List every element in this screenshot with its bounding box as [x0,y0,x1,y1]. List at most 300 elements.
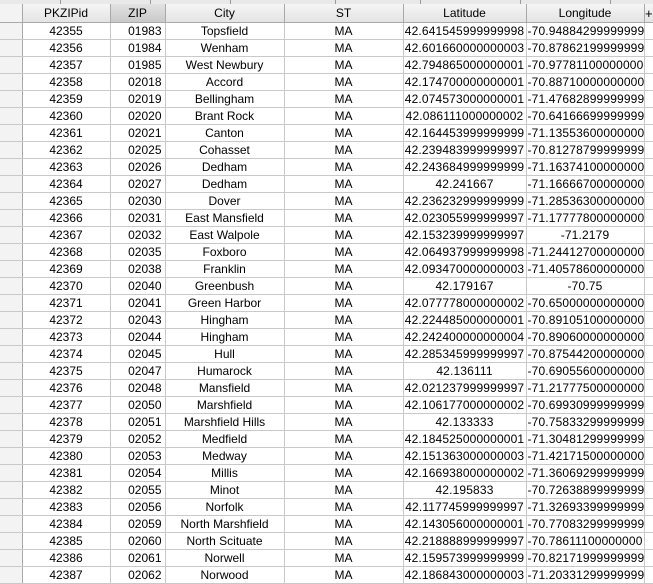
table-row[interactable] [0,465,653,482]
row-gutter[interactable] [0,380,22,397]
cell-pkzipid[interactable]: 42372 [22,312,110,329]
row-filler [644,159,653,176]
cell-city[interactable]: Foxboro [165,244,284,261]
cell-zip[interactable]: 02043 [110,312,165,329]
cell-latitude[interactable]: 42.236232999999999 [404,194,525,208]
column-header-latitude[interactable]: Latitude [403,4,526,23]
row-filler [644,125,653,142]
cell-pkzipid[interactable]: 42381 [22,465,110,482]
cell-zip[interactable]: 02031 [110,210,165,227]
row-filler [644,499,653,516]
cell-city[interactable]: West Newbury [165,57,284,74]
cell-longitude[interactable]: -71.30481299999999 [527,432,645,446]
row-gutter[interactable] [0,40,22,57]
cell-zip[interactable]: 02053 [110,448,165,465]
cell-zip[interactable]: 02038 [110,261,165,278]
row-gutter[interactable] [0,312,22,329]
cell-longitude[interactable]: -70.77083299999999 [527,517,645,531]
row-filler [644,193,653,210]
cell-zip[interactable]: 02018 [110,74,165,91]
cell-state[interactable]: MA [284,380,403,397]
cell-pkzipid[interactable]: 42356 [22,40,110,57]
cell-state[interactable]: MA [284,210,403,227]
cell-latitude[interactable]: 42.064937999999998 [404,245,525,259]
cell-latitude[interactable]: 42.133333 [403,414,526,431]
cell-longitude[interactable]: -70.88710000000000 [527,75,645,89]
cell-pkzipid[interactable]: 42365 [22,193,110,210]
cell-longitude[interactable]: -70.72638899999999 [527,483,645,497]
row-gutter[interactable] [0,278,22,295]
cell-pkzipid[interactable]: 42379 [22,431,110,448]
table-row[interactable] [0,40,653,57]
row-gutter[interactable] [0,23,22,40]
cell-state[interactable]: MA [284,431,403,448]
column-header-city[interactable]: City [165,4,284,23]
row-gutter[interactable] [0,176,22,193]
table-row[interactable] [0,533,653,550]
cell-latitude[interactable]: 42.023055999999997 [404,211,525,225]
cell-city[interactable]: Millis [165,465,284,482]
cell-city[interactable]: Minot [165,482,284,499]
cell-state[interactable]: MA [284,329,403,346]
cell-zip[interactable]: 02044 [110,329,165,346]
cell-latitude[interactable]: 42.159573999999999 [404,551,525,565]
row-gutter[interactable] [0,397,22,414]
cell-latitude[interactable]: 42.077778000000002 [404,296,525,310]
cell-latitude[interactable]: 42.021237999999997 [404,381,525,395]
cell-zip[interactable]: 02021 [110,125,165,142]
cell-longitude[interactable]: -70.69930999999999 [527,398,645,412]
cell-longitude[interactable]: -71.16374100000000 [527,160,645,174]
cell-latitude[interactable]: 42.285345999999997 [404,347,525,361]
cell-city[interactable]: Franklin [165,261,284,278]
cell-pkzipid[interactable]: 42357 [22,57,110,74]
cell-latitude[interactable]: 42.239483999999997 [404,143,525,157]
cell-zip[interactable]: 02019 [110,91,165,108]
cell-city[interactable]: Cohasset [165,142,284,159]
table-row[interactable] [0,329,653,346]
cell-zip[interactable]: 02052 [110,431,165,448]
cell-state[interactable]: MA [284,193,403,210]
cell-pkzipid[interactable]: 42355 [22,23,110,40]
row-filler [644,567,653,584]
cell-city[interactable]: Medway [165,448,284,465]
cell-state[interactable]: MA [284,278,403,295]
cell-state[interactable]: MA [284,23,403,40]
cell-zip[interactable]: 02020 [110,108,165,125]
row-filler [644,397,653,414]
cell-latitude[interactable]: 42.641545999999998 [404,24,525,38]
table-row[interactable] [0,108,653,125]
cell-zip[interactable]: 02025 [110,142,165,159]
cell-city[interactable]: Humarock [165,363,284,380]
cell-state[interactable]: MA [284,74,403,91]
cell-zip[interactable]: 02060 [110,533,165,550]
cell-city[interactable]: Brant Rock [165,108,284,125]
cell-state[interactable]: MA [284,397,403,414]
cell-longitude[interactable]: -70.65000000000000 [527,296,645,310]
cell-zip[interactable]: 02062 [110,567,165,584]
table-row[interactable] [0,380,653,397]
table-row[interactable] [0,499,653,516]
cell-zip[interactable]: 02027 [110,176,165,193]
cell-latitude[interactable]: 42.136111 [403,363,526,380]
cell-pkzipid[interactable]: 42375 [22,363,110,380]
cell-city[interactable]: Dedham [165,176,284,193]
cell-longitude[interactable]: -71.17777800000000 [527,211,645,225]
add-column-button[interactable]: + [644,5,653,21]
cell-zip[interactable]: 02056 [110,499,165,516]
cell-latitude[interactable]: 42.117745999999997 [403,499,526,516]
cell-city[interactable]: Wenham [165,40,284,57]
row-gutter[interactable] [0,91,22,108]
row-filler [644,414,653,431]
cell-state[interactable]: MA [284,176,403,193]
cell-pkzipid[interactable]: 42385 [22,533,110,550]
row-gutter[interactable] [0,567,22,584]
cell-latitude[interactable]: 42.086111000000002 [403,108,526,125]
cell-longitude[interactable]: -71.2179 [526,227,644,244]
row-gutter[interactable] [0,295,22,312]
cell-city[interactable]: Dover [165,193,284,210]
row-filler [644,550,653,567]
table-row[interactable] [0,431,653,448]
row-gutter[interactable] [0,448,22,465]
row-filler [644,40,653,57]
cell-longitude[interactable]: -71.42171500000000 [527,449,645,463]
cell-pkzipid[interactable]: 42380 [22,448,110,465]
cell-pkzipid[interactable]: 42383 [22,499,110,516]
table-row[interactable] [0,210,653,227]
row-filler [644,23,653,40]
cell-pkzipid[interactable]: 42382 [22,482,110,499]
cell-city[interactable]: Marshfield [165,397,284,414]
cell-zip[interactable]: 02059 [110,516,165,533]
cell-longitude[interactable]: -70.78611100000000 [527,534,643,548]
cell-longitude[interactable]: -71.36069299999999 [527,466,645,480]
cell-longitude[interactable]: -70.75 [526,278,644,295]
table-row[interactable] [0,91,653,108]
row-gutter[interactable] [0,516,22,533]
cell-zip[interactable]: 01983 [110,23,165,40]
cell-city[interactable]: Greenbush [165,278,284,295]
cell-latitude[interactable]: 42.243684999999999 [404,160,525,174]
cell-latitude[interactable]: 42.218888999999997 [404,534,525,548]
cell-pkzipid[interactable]: 42376 [22,380,110,397]
cell-city[interactable]: Mansfield [165,380,284,397]
cell-longitude[interactable]: -70.89105100000000 [527,313,645,327]
cell-state[interactable]: MA [284,108,403,125]
cell-city[interactable]: Norwell [165,550,284,567]
cell-longitude[interactable]: -71.21777500000000 [527,381,645,395]
cell-zip[interactable]: 02041 [110,295,165,312]
row-gutter[interactable] [0,465,22,482]
cell-longitude[interactable]: -71.13553600000000 [527,126,645,140]
cell-city[interactable]: Norfolk [165,499,284,516]
cell-zip[interactable]: 02050 [110,397,165,414]
cell-latitude[interactable]: 42.242400000000004 [404,330,525,344]
table-row[interactable] [0,295,653,312]
row-gutter[interactable] [0,210,22,227]
cell-state[interactable]: MA [284,227,403,244]
cell-city[interactable]: Medfield [165,431,284,448]
cell-city[interactable]: North Marshfield [165,516,284,533]
row-filler [644,380,653,397]
row-gutter[interactable] [0,499,22,516]
cell-zip[interactable]: 02048 [110,380,165,397]
row-gutter[interactable] [0,227,22,244]
cell-state[interactable]: MA [284,550,403,567]
cell-zip[interactable]: 02045 [110,346,165,363]
cell-longitude[interactable]: -70.64166699999999 [527,109,645,123]
cell-latitude[interactable]: 42.093470000000003 [404,262,525,276]
column-header-longitude[interactable]: Longitude [526,4,644,23]
table-row[interactable] [0,261,653,278]
cell-latitude[interactable]: 42.153239999999997 [404,228,525,242]
cell-latitude[interactable]: 42.074573000000001 [404,92,525,106]
row-gutter[interactable] [0,244,22,261]
cell-city[interactable]: Hingham [165,312,284,329]
row-filler [644,261,653,278]
cell-city[interactable]: Topsfield [165,23,284,40]
cell-city[interactable]: Norwood [165,567,284,584]
cell-city[interactable]: Hull [165,346,284,363]
row-gutter[interactable] [0,57,22,74]
cell-state[interactable]: MA [284,346,403,363]
cell-zip[interactable]: 01985 [110,57,165,74]
table-row[interactable] [0,278,653,295]
row-gutter[interactable] [0,346,22,363]
cell-state[interactable]: MA [284,57,403,74]
cell-state[interactable]: MA [284,312,403,329]
cell-state[interactable]: MA [284,261,403,278]
cell-zip[interactable]: 02055 [110,482,165,499]
row-filler [644,465,653,482]
cell-state[interactable]: MA [284,482,403,499]
table-row[interactable] [0,159,653,176]
table-row[interactable] [0,567,653,584]
row-gutter[interactable] [0,363,22,380]
row-filler [644,295,653,312]
cell-zip[interactable]: 02032 [110,227,165,244]
row-gutter[interactable] [0,74,22,91]
cell-longitude[interactable]: -70.75833299999999 [527,415,645,429]
cell-pkzipid[interactable]: 42364 [22,176,110,193]
table-row[interactable] [0,414,653,431]
row-filler [644,448,653,465]
table-row[interactable] [0,125,653,142]
cell-pkzipid[interactable]: 42378 [22,414,110,431]
cell-longitude[interactable]: -71.16666700000000 [527,177,645,191]
cell-latitude[interactable]: 42.164453999999999 [404,126,525,140]
cell-zip[interactable]: 02051 [110,414,165,431]
cell-state[interactable]: MA [284,363,403,380]
row-filler [644,346,653,363]
cell-latitude[interactable]: 42.174700000000001 [404,75,525,89]
row-gutter[interactable] [0,431,22,448]
table-row[interactable] [0,244,653,261]
row-filler [644,142,653,159]
cell-longitude[interactable]: -70.81278799999999 [527,143,645,157]
cell-pkzipid[interactable]: 42386 [22,550,110,567]
row-gutter[interactable] [0,550,22,567]
table-row[interactable] [0,482,653,499]
row-gutter[interactable] [0,329,22,346]
cell-longitude[interactable]: -70.97781100000000 [527,58,644,72]
cell-pkzipid[interactable]: 42363 [22,159,110,176]
row-filler [644,329,653,346]
cell-city[interactable]: Bellingham [165,91,284,108]
cell-city[interactable]: East Mansfield [165,210,284,227]
table-row[interactable] [0,142,653,159]
cell-city[interactable]: Hingham [165,329,284,346]
row-filler [644,278,653,295]
row-gutter[interactable] [0,533,22,550]
row-filler [644,533,653,550]
cell-city[interactable]: East Walpole [165,227,284,244]
cell-pkzipid[interactable]: 42373 [22,329,110,346]
table-row[interactable] [0,363,653,380]
cell-state[interactable]: MA [284,533,403,550]
row-gutter[interactable] [0,482,22,499]
table-row[interactable] [0,23,653,40]
cell-state[interactable]: MA [284,465,403,482]
table-row[interactable] [0,74,653,91]
cell-longitude[interactable]: -70.82171999999999 [527,551,645,565]
column-header-st[interactable]: ST [284,4,403,23]
cell-zip[interactable]: 02040 [110,278,165,295]
table-row[interactable] [0,312,653,329]
cell-pkzipid[interactable]: 42371 [22,295,110,312]
cell-pkzipid[interactable]: 42366 [22,210,110,227]
cell-pkzipid[interactable]: 42369 [22,261,110,278]
cell-longitude[interactable]: -71.40578600000000 [527,262,645,276]
cell-state[interactable]: MA [284,295,403,312]
row-filler [644,227,653,244]
cell-state[interactable]: MA [284,244,403,261]
cell-zip[interactable]: 02030 [110,193,165,210]
table-row[interactable] [0,550,653,567]
cell-pkzipid[interactable]: 42370 [22,278,110,295]
cell-pkzipid[interactable]: 42384 [22,516,110,533]
cell-pkzipid[interactable]: 42359 [22,91,110,108]
cell-pkzipid[interactable]: 42360 [22,108,110,125]
row-filler [644,57,653,74]
row-gutter[interactable] [0,193,22,210]
table-row[interactable] [0,516,653,533]
cell-pkzipid[interactable]: 42367 [22,227,110,244]
cell-latitude[interactable]: 42.184525000000001 [404,432,525,446]
cell-zip[interactable]: 02026 [110,159,165,176]
row-gutter[interactable] [0,261,22,278]
cell-latitude[interactable]: 42.166938000000002 [404,466,525,480]
row-filler [644,210,653,227]
cell-zip[interactable]: 01984 [110,40,165,57]
row-filler [644,482,653,499]
table-row[interactable] [0,397,653,414]
cell-longitude[interactable]: -70.89060000000000 [527,330,645,344]
row-filler [644,91,653,108]
cell-longitude[interactable]: -71.20331299999999 [527,568,645,582]
cell-city[interactable]: North Scituate [165,533,284,550]
row-filler [644,363,653,380]
cell-latitude[interactable]: 42.106177000000002 [404,398,525,412]
cell-longitude[interactable]: -70.87862199999999 [527,41,645,55]
cell-latitude[interactable]: 42.224485000000001 [404,313,525,327]
cell-pkzipid[interactable]: 42358 [22,74,110,91]
cell-pkzipid[interactable]: 42362 [22,142,110,159]
table-row[interactable] [0,448,653,465]
cell-state[interactable]: MA [284,516,403,533]
cell-longitude[interactable]: -71.24412700000000 [527,245,645,259]
cell-pkzipid[interactable]: 42368 [22,244,110,261]
table-row[interactable] [0,227,653,244]
row-gutter[interactable] [0,414,22,431]
cell-longitude[interactable]: -70.69055600000000 [527,364,645,378]
cell-state[interactable]: MA [284,499,403,516]
cell-latitude[interactable]: 42.179167 [403,278,526,295]
cell-state[interactable]: MA [284,125,403,142]
cell-latitude[interactable]: 42.794865000000001 [404,58,525,72]
row-gutter[interactable] [0,125,22,142]
cell-state[interactable]: MA [284,159,403,176]
cell-zip[interactable]: 02054 [110,465,165,482]
cell-state[interactable]: MA [284,414,403,431]
cell-latitude[interactable]: 42.241667 [403,176,526,193]
cell-state[interactable]: MA [284,91,403,108]
cell-longitude[interactable]: -71.28536300000000 [527,194,645,208]
cell-pkzipid[interactable]: 42361 [22,125,110,142]
cell-latitude[interactable]: 42.143056000000001 [404,517,525,531]
cell-state[interactable]: MA [284,448,403,465]
row-gutter[interactable] [0,159,22,176]
cell-state[interactable]: MA [284,567,403,584]
cell-city[interactable]: Green Harbor [165,295,284,312]
column-header-zip[interactable]: ZIP [110,4,165,23]
cell-state[interactable]: MA [284,40,403,57]
table-row[interactable] [0,346,653,363]
cell-latitude[interactable]: 42.601660000000003 [404,41,525,55]
cell-longitude[interactable]: -70.87544200000000 [527,347,645,361]
cell-city[interactable]: Dedham [165,159,284,176]
grid-body [0,23,653,584]
cell-zip[interactable]: 02047 [110,363,165,380]
cell-pkzipid[interactable]: 42387 [22,567,110,584]
row-gutter[interactable] [0,142,22,159]
row-gutter[interactable] [0,108,22,125]
cell-longitude[interactable]: -71.32693399999999 [527,500,645,514]
cell-longitude[interactable]: -71.47682899999999 [527,92,645,106]
cell-latitude[interactable]: 42.151363000000003 [404,449,525,463]
cell-city[interactable]: Marshfield Hills [165,414,284,431]
cell-zip[interactable]: 02061 [110,550,165,567]
cell-city[interactable]: Accord [165,74,284,91]
column-header-pkzipid[interactable]: PKZIPid [22,4,110,23]
cell-pkzipid[interactable]: 42374 [22,346,110,363]
row-filler [644,108,653,125]
table-row[interactable] [0,57,653,74]
table-row[interactable] [0,176,653,193]
cell-longitude[interactable]: -70.94884299999999 [527,24,645,38]
cell-state[interactable]: MA [284,142,403,159]
cell-city[interactable]: Canton [165,125,284,142]
cell-pkzipid[interactable]: 42377 [22,397,110,414]
cell-latitude[interactable]: 42.186843000000003 [404,568,525,582]
table-row[interactable] [0,193,653,210]
cell-zip[interactable]: 02035 [110,244,165,261]
row-gutter-header[interactable] [0,4,22,23]
cell-latitude[interactable]: 42.195833 [403,482,526,499]
